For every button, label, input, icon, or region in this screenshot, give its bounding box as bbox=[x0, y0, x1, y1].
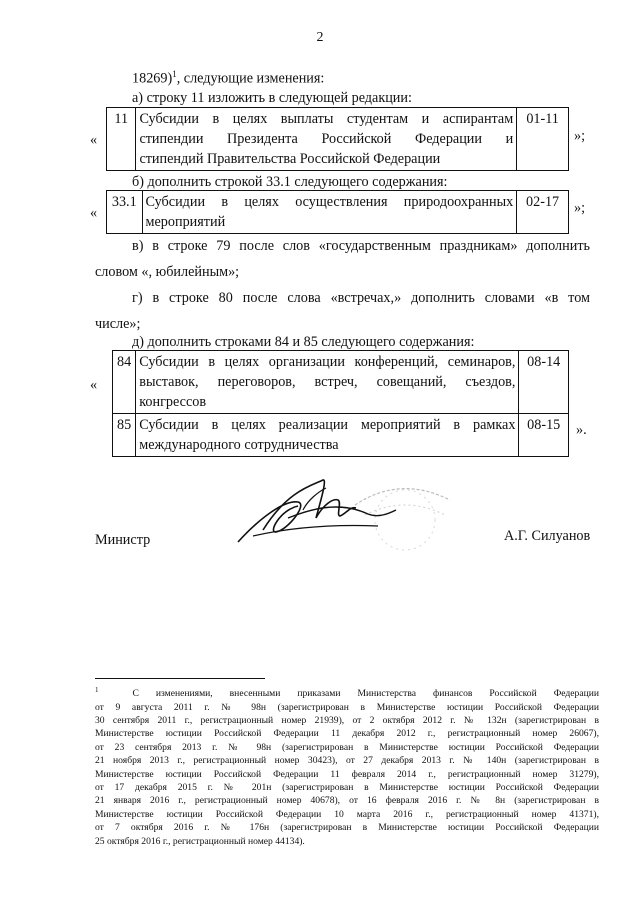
row-code: 02-17 bbox=[517, 191, 569, 234]
footnote-text: С изменениями, внесенными приказами Министерства финансов Российской Федерации bbox=[132, 688, 600, 700]
item-b-heading: б) дополнить строкой 33.1 следующего содержания: bbox=[132, 174, 448, 190]
footnote-line: от 9 августа 2011 г. № 98н (зарегистрирован в Министерстве юстиции Российской Федерации bbox=[95, 701, 599, 713]
row-line: стипендии Президента Российской Федерации и bbox=[139, 131, 514, 147]
row-line: мероприятий bbox=[145, 214, 226, 230]
row-line: международного сотрудничества bbox=[139, 437, 339, 453]
item-b-open-quote: « bbox=[90, 205, 98, 221]
footnote-line: 21 января 2016 г., регистрационный номер 40678), от 16 февраля 2016 г. № 8н (зарегистрирован в bbox=[95, 795, 599, 807]
row-description bbox=[136, 414, 519, 457]
item-d-table bbox=[112, 350, 569, 457]
table-row bbox=[107, 191, 569, 234]
row-code: 08-15 bbox=[519, 414, 569, 457]
item-d-heading: д) дополнить строками 84 и 85 следующего содержания: bbox=[132, 334, 475, 350]
row-line: выставок, переговоров, встреч, совещаний, съездов, bbox=[139, 374, 516, 390]
item-a-close-quote: »; bbox=[574, 128, 586, 144]
item-g-line2: числе»; bbox=[95, 316, 141, 332]
footnote-line: от 17 декабря 2015 г. № 201н (зарегистрирован в Министерстве юстиции Российской Федерации bbox=[95, 782, 599, 794]
footnote-line: 30 сентября 2011 г., регистрационный номер 21939), от 2 октября 2012 г. № 132н (зарегистрирован в bbox=[95, 715, 599, 726]
footnote-line: 25 октября 2016 г., регистрационный номер 44134). bbox=[95, 835, 305, 847]
item-d-close-quote: ». bbox=[576, 422, 587, 438]
footnote-line bbox=[95, 684, 599, 701]
item-d-open-quote: « bbox=[90, 377, 98, 393]
footnote bbox=[95, 684, 599, 848]
footnote-separator bbox=[95, 678, 265, 679]
row-line: Субсидии в целях осуществления природоохранных bbox=[145, 194, 514, 210]
row-line: Субсидии в целях выплаты студентам и аспирантам bbox=[139, 111, 514, 127]
row-line: стипендий Правительства Российской Федерации bbox=[139, 151, 441, 167]
table-row bbox=[113, 414, 569, 457]
item-g-line1: г) в строке 80 после слова «встречах,» дополнить словами «в том bbox=[132, 290, 590, 306]
intro-line bbox=[132, 64, 324, 89]
item-v-line2: словом «, юбилейным»; bbox=[95, 264, 240, 280]
footnote-line: от 23 сентября 2013 г. № 98н (зарегистрирован в Министерстве юстиции Российской Федерации bbox=[95, 741, 599, 753]
row-line: Субсидии в целях организации конференций, семинаров, bbox=[139, 354, 516, 370]
row-code: 01-11 bbox=[517, 108, 569, 171]
row-number: 11 bbox=[107, 108, 136, 171]
intro-text: 18269) bbox=[132, 70, 173, 87]
item-v-line1: в) в строке 79 после слов «государственным праздникам» дополнить bbox=[132, 238, 590, 254]
footnote-line: Министерстве юстиции Российской Федерации 11 февраля 2014 г., регистрационный номер 31279), bbox=[95, 768, 599, 780]
item-a-heading: а) строку 11 изложить в следующей редакции: bbox=[132, 90, 412, 106]
row-line: Субсидии в целях реализации мероприятий в рамках bbox=[139, 417, 516, 433]
footnote-line: 21 ноября 2013 г., регистрационный номер 30423), от 27 декабря 2013 г. № 140н (зарегистрирован в bbox=[95, 755, 599, 767]
footnote-mark: 1 bbox=[95, 686, 99, 694]
item-a-table bbox=[106, 107, 569, 171]
handwritten-signature bbox=[228, 470, 403, 550]
signatory-position: Министр bbox=[95, 532, 151, 548]
row-number: 84 bbox=[113, 351, 136, 414]
intro-suffix: , следующие изменения: bbox=[176, 70, 325, 87]
item-b-table bbox=[106, 190, 569, 234]
item-a-open-quote: « bbox=[90, 132, 98, 148]
row-description bbox=[142, 191, 517, 234]
footnote-line: Министерстве юстиции Российской Федерации 11 декабря 2012 г., регистрационный номер 26067), bbox=[95, 728, 599, 740]
footnote-mark: 1 bbox=[172, 69, 177, 79]
row-description bbox=[136, 108, 517, 171]
row-description bbox=[136, 351, 519, 414]
page-number: 2 bbox=[316, 30, 324, 45]
item-b-close-quote: »; bbox=[574, 200, 586, 216]
row-number: 33.1 bbox=[107, 191, 143, 234]
row-number: 85 bbox=[113, 414, 136, 457]
row-code: 08-14 bbox=[519, 351, 569, 414]
signatory-name: А.Г. Силуанов bbox=[504, 528, 591, 544]
table-row bbox=[113, 351, 569, 414]
footnote-line: Министерстве юстиции Российской Федерации 10 марта 2016 г., регистрационный номер 41371), bbox=[95, 808, 599, 820]
footnote-line: от 7 октября 2016 г. № 176н (зарегистрирован в Министерстве юстиции Российской Федерации bbox=[95, 822, 599, 834]
table-row bbox=[107, 108, 569, 171]
row-line: конгрессов bbox=[139, 394, 207, 410]
